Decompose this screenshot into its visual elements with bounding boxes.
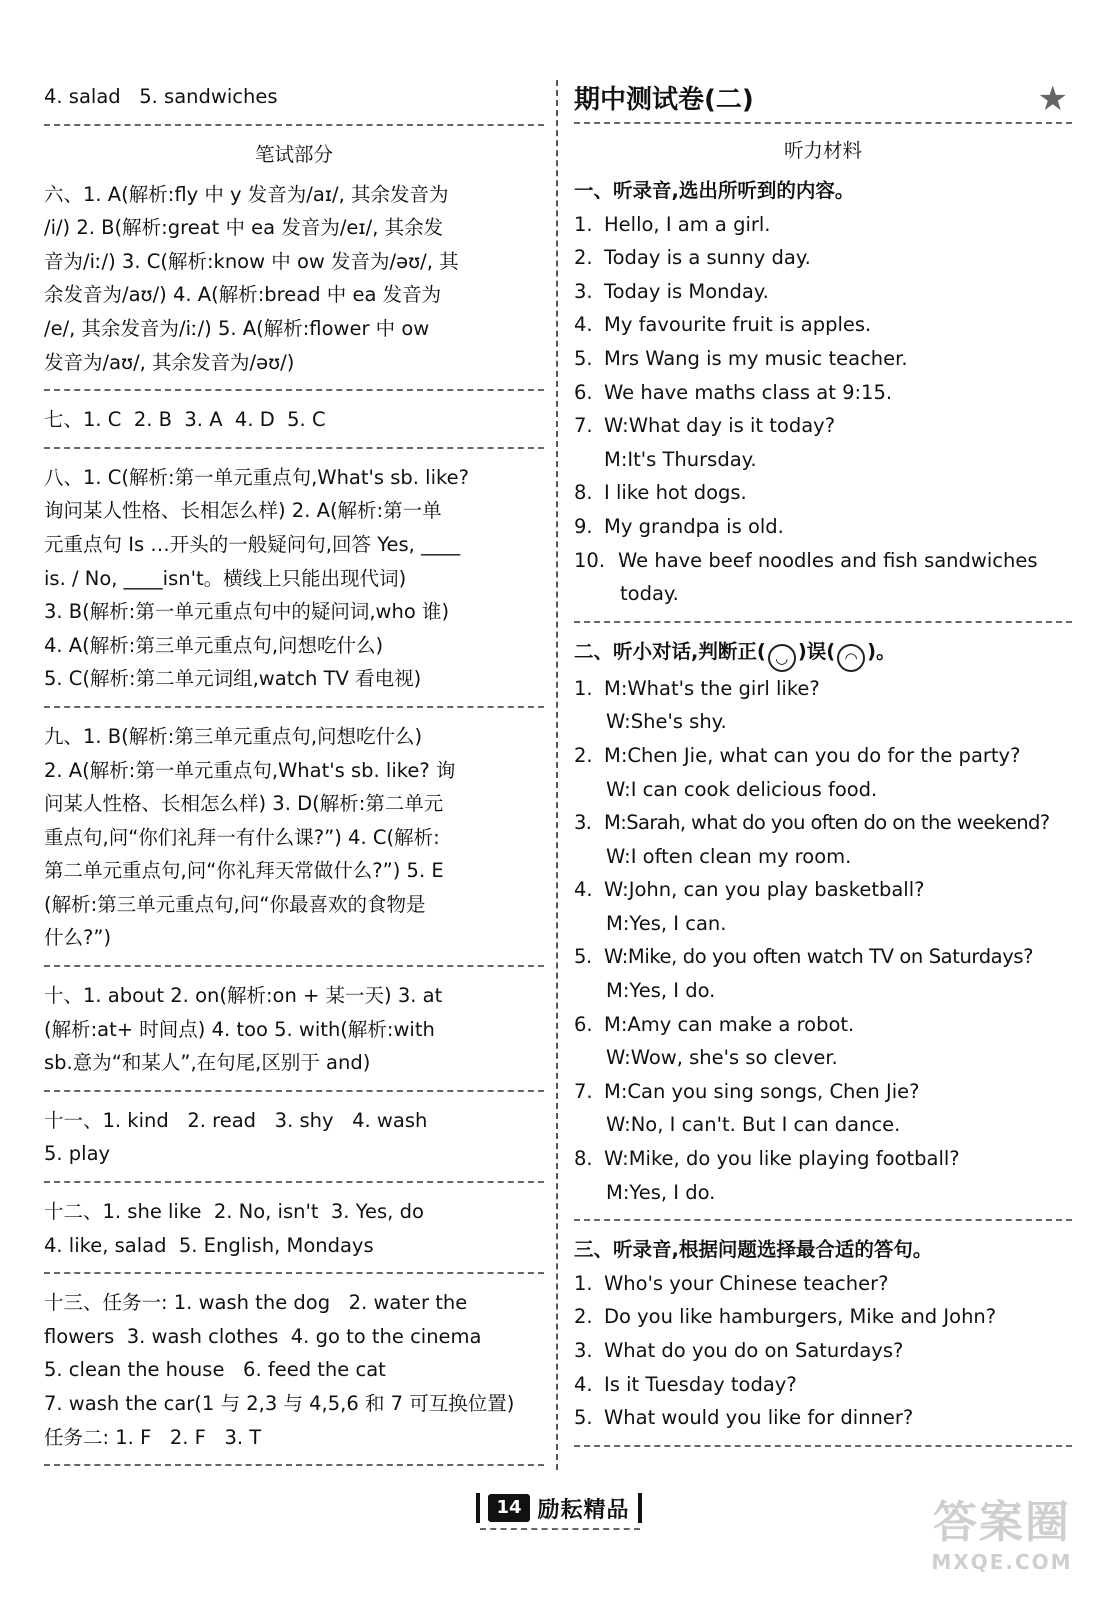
list-item: 2. Today is a sunny day. — [574, 246, 811, 270]
list-item: 5. Mrs Wang is my music teacher. — [574, 346, 908, 370]
answers-q11 — [44, 1104, 544, 1171]
list-item: 10. We have beef noodles and fish sandwiches — [574, 548, 1038, 572]
answers-q12 — [44, 1195, 544, 1262]
answer-line: 十二、1. she like 2. No, isn't 3. Yes, do — [44, 1200, 424, 1224]
exam-title-text: 期中测试卷(二) — [574, 85, 754, 115]
footer-dash — [480, 1528, 640, 1530]
list-item: W:She's shy. — [606, 710, 727, 734]
answer-line: 元重点句 Is …开头的一般疑问句,回答 Yes, ____ — [44, 532, 461, 556]
separator — [44, 965, 544, 967]
answer-line: 什么?”) — [44, 926, 112, 950]
list-item: W:I often clean my room. — [606, 844, 852, 868]
answer-line: 发音为/aʊ/, 其余发音为/əʊ/) — [44, 350, 295, 374]
list-item-continued: today. — [620, 582, 679, 606]
list-item: W:Wow, she's so clever. — [606, 1046, 838, 1070]
answer-line: 5. C(解析:第二单元词组,watch TV 看电视) — [44, 667, 422, 691]
answer-line: (解析:at+ 时间点) 4. too 5. with(解析:with — [44, 1017, 435, 1041]
left-column — [44, 80, 544, 1540]
list-item: 3. What do you do on Saturdays? — [574, 1339, 904, 1362]
answer-line: 5. play — [44, 1142, 111, 1166]
list-item: 3. Today is Monday. — [574, 279, 769, 303]
list-item: 4. My favourite fruit is apples. — [574, 313, 872, 337]
list-item: 4. Is it Tuesday today? — [574, 1372, 797, 1396]
separator — [44, 1272, 544, 1274]
watermark-text: 答案圈 — [933, 1497, 1071, 1548]
answer-line: 问某人性格、长相怎么样) 3. D(解析:第二单元 — [44, 792, 444, 816]
answer-line: 3. B(解析:第一单元重点句中的疑问词,who 谁) — [44, 600, 450, 624]
answer-line: 4. A(解析:第三单元重点句,问想吃什么) — [44, 633, 384, 657]
list-item: 3. M:Sarah, what do you often do on the weekend? — [574, 811, 1050, 835]
listening-section-title: 听力材料 — [783, 139, 862, 162]
answer-line: sb.意为“和某人”,在句尾,区别于 and) — [44, 1051, 371, 1075]
listening-part-1 — [574, 174, 1072, 611]
brand-label: 励耘精品 — [537, 1497, 630, 1523]
part-heading: 二、听小对话,判断正( ◡ )误( ◠ )。 — [574, 635, 1072, 672]
answer-line: 七、1. C 2. B 3. A 4. D 5. C — [44, 408, 326, 432]
list-item: W:No, I can't. But I can dance. — [606, 1113, 901, 1137]
smiley-face-icon: ◡ — [768, 644, 796, 672]
separator — [44, 1181, 544, 1183]
separator — [44, 1464, 544, 1466]
list-item: 1. Who's your Chinese teacher? — [574, 1271, 889, 1295]
list-item: 2. Do you like hamburgers, Mike and John? — [574, 1305, 997, 1329]
answer-line: 重点句,问“你们礼拜一有什么课?”) 4. C(解析: — [44, 825, 440, 849]
list-item: M:It's Thursday. — [604, 447, 757, 471]
answer-line: 十、1. about 2. on(解析:on + 某一天) 3. at — [44, 984, 443, 1008]
answer-line: /i/) 2. B(解析:great 中 ea 发音为/eɪ/, 其余发 — [44, 216, 444, 240]
answer-line: 任务二: 1. F 2. F 3. T — [44, 1425, 262, 1449]
answer-line: 7. wash the car(1 与 2,3 与 4,5,6 和 7 可互换位置) — [44, 1392, 515, 1415]
separator — [574, 1445, 1072, 1447]
answer-line: 十一、1. kind 2. read 3. shy 4. wash — [44, 1108, 428, 1132]
list-item: W:I can cook delicious food. — [606, 777, 878, 801]
list-item: 7. W:What day is it today? — [574, 414, 836, 438]
answer-line: 六、1. A(解析:fly 中 y 发音为/aɪ/, 其余发音为 — [44, 182, 449, 206]
footer-bar-right — [638, 1493, 642, 1523]
exam-title — [574, 80, 1072, 124]
answer-line: 九、1. B(解析:第三单元重点句,问想吃什么) — [44, 724, 423, 748]
footer-bar-left — [476, 1493, 480, 1523]
answers-q8 — [44, 461, 544, 696]
separator — [574, 1219, 1072, 1221]
answer-line: 余发音为/aʊ/) 4. A(解析:bread 中 ea 发音为 — [44, 283, 442, 307]
list-item: 2. M:Chen Jie, what can you do for the party? — [574, 743, 1021, 767]
watermark-url: MXQE.COM — [931, 1550, 1073, 1574]
separator — [44, 389, 544, 391]
answer-line: 第二单元重点句,问“你礼拜天常做什么?”) 5. E — [44, 859, 444, 883]
answers-q9 — [44, 720, 544, 955]
answer-line: flowers 3. wash clothes 4. go to the cinema — [44, 1324, 482, 1348]
list-item: 5. What would you like for dinner? — [574, 1406, 914, 1430]
list-item: M:Yes, I do. — [606, 1180, 716, 1204]
part-heading: 一、听录音,选出所听到的内容。 — [574, 179, 855, 202]
answer-line: is. / No, ____isn't。横线上只能出现代词) — [44, 566, 407, 590]
separator — [44, 447, 544, 449]
listening-part-3 — [574, 1233, 1072, 1435]
answer-line: 2. A(解析:第一单元重点句,What's sb. like? 询 — [44, 758, 456, 782]
list-item: 8. I like hot dogs. — [574, 481, 747, 505]
page-number: 14 — [488, 1494, 529, 1522]
page-footer — [466, 1488, 652, 1528]
answer-line: 音为/iː/) 3. C(解析:know 中 ow 发音为/əʊ/, 其 — [44, 249, 459, 273]
star-icon: ★ — [1037, 79, 1068, 119]
separator — [44, 124, 544, 126]
watermark-logo — [912, 1496, 1092, 1586]
answer-line: /e/, 其余发音为/iː/) 5. A(解析:flower 中 ow — [44, 316, 430, 340]
list-item: M:Yes, I can. — [606, 911, 727, 935]
answer-line: 八、1. C(解析:第一单元重点句,What's sb. like? — [44, 465, 469, 489]
list-item: 4. W:John, can you play basketball? — [574, 878, 925, 902]
written-section-title: 笔试部分 — [254, 142, 333, 166]
answers-q7 — [44, 403, 544, 437]
list-item: 1. Hello, I am a girl. — [574, 212, 771, 236]
list-item: 8. W:Mike, do you like playing football? — [574, 1147, 960, 1171]
list-item: 6. M:Amy can make a robot. — [574, 1012, 855, 1036]
list-item: 1. M:What's the girl like? — [574, 676, 820, 700]
list-item: 9. My grandpa is old. — [574, 514, 784, 538]
answer-line: 5. clean the house 6. feed the cat — [44, 1358, 386, 1382]
listening-part-2 — [574, 635, 1072, 1210]
sad-face-icon: ◠ — [837, 644, 865, 672]
list-item: 7. M:Can you sing songs, Chen Jie? — [574, 1079, 920, 1103]
answer-line: (解析:第三单元重点句,问“你最喜欢的食物是 — [44, 892, 426, 916]
column-divider — [556, 80, 558, 1470]
right-column — [574, 80, 1072, 1540]
part-heading: 三、听录音,根据问题选择最合适的答句。 — [574, 1238, 933, 1262]
list-item: 5. W:Mike, do you often watch TV on Saturdays? — [574, 945, 1034, 969]
list-item: M:Yes, I do. — [606, 979, 716, 1003]
answer-line: 十三、任务一: 1. wash the dog 2. water the — [44, 1291, 468, 1315]
answer-line: 询问某人性格、长相怎么样) 2. A(解析:第一单 — [44, 499, 442, 523]
answer-line: 4. like, salad 5. English, Mondays — [44, 1233, 374, 1257]
separator — [44, 1090, 544, 1092]
left-top-line: 4. salad 5. sandwiches — [44, 85, 278, 108]
answers-q13 — [44, 1286, 544, 1454]
answers-q6 — [44, 178, 544, 380]
list-item: 6. We have maths class at 9:15. — [574, 380, 893, 404]
separator — [44, 706, 544, 708]
answers-q10 — [44, 979, 544, 1080]
separator — [574, 621, 1072, 623]
